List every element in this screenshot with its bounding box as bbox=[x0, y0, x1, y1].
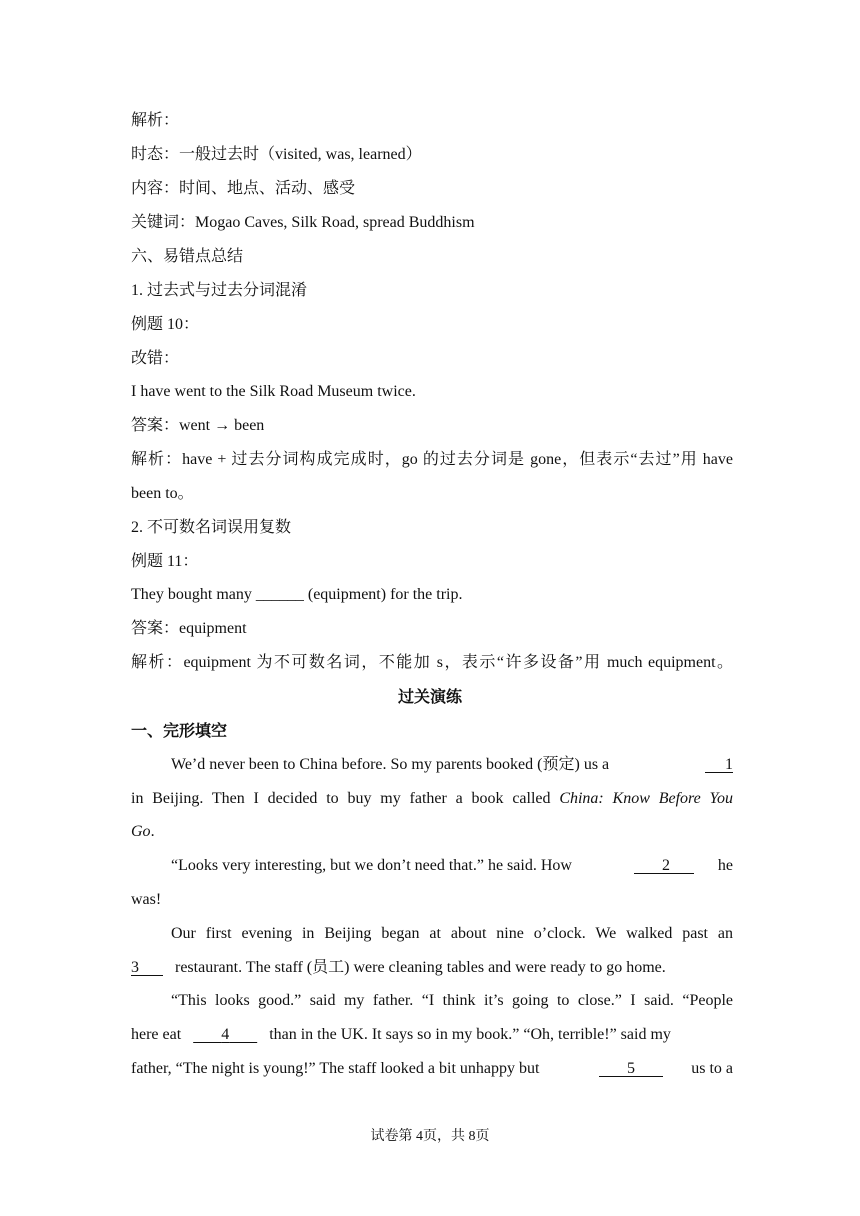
item1-sentence: I have went to the Silk Road Museum twice. bbox=[131, 383, 416, 400]
analysis-heading: 解析： bbox=[131, 112, 180, 129]
cloze-blank-5[interactable] bbox=[599, 1059, 663, 1079]
item1-answer: 答案：went → been bbox=[131, 417, 265, 434]
practice-title: 过关演练 bbox=[397, 687, 462, 706]
cloze-p1-text: We’d never been to China before. So my parents booked (预定) us a bbox=[171, 756, 610, 773]
cloze-p4-line1: “This looks good.” said my father. “I think it’s going to close.” I said. “People bbox=[171, 992, 733, 1009]
book-title-part1: China: Know Before You bbox=[559, 790, 733, 807]
cloze-p3-post: restaurant. The staff (员工) were cleaning tables and were ready to go home. bbox=[175, 959, 666, 976]
part1-title: 一、完形填空 bbox=[131, 721, 228, 740]
cloze-p1-line2 bbox=[131, 789, 733, 809]
blank-number-4: 4 bbox=[221, 1026, 230, 1043]
cloze-p2-post: he bbox=[717, 857, 733, 874]
section6-title: 六、易错点总结 bbox=[131, 248, 244, 265]
item2-answer: 答案：equipment bbox=[131, 620, 247, 637]
cloze-p1-line1 bbox=[171, 755, 733, 775]
item1-correct-label: 改错： bbox=[131, 350, 180, 367]
page-footer: 试卷第 4页，共 8页 bbox=[370, 1129, 490, 1144]
cloze-p2-text: “Looks very interesting, but we don’t need that.” he said. How bbox=[171, 857, 572, 874]
blank-number-1: 1 bbox=[725, 756, 733, 773]
cloze-p4-line2 bbox=[131, 1025, 733, 1045]
item1-explain-line1: 解析：have + 过去分词构成完成时，go 的过去分词是 gone，但表示“去过”用 have bbox=[131, 451, 733, 468]
analysis-tense: 时态：一般过去时（visited, was, learned） bbox=[131, 146, 422, 163]
cloze-p2-line1 bbox=[171, 856, 733, 876]
cloze-p3-line2 bbox=[131, 958, 733, 978]
cloze-p1-line2-text: in Beijing. Then I decided to buy my father a book called bbox=[131, 790, 560, 807]
item1-title: 1. 过去式与过去分词混淆 bbox=[131, 282, 308, 299]
cloze-p4-pre: here eat bbox=[131, 1026, 182, 1043]
cloze-blank-2[interactable] bbox=[634, 856, 694, 876]
item2-explain: 解析：equipment 为不可数名词，不能加 s，表示“许多设备”用 much equipment。 bbox=[131, 654, 733, 671]
cloze-blank-4[interactable] bbox=[193, 1025, 257, 1045]
cloze-p4-post: than in the UK. It says so in my book.” “Oh, terrible!” said my bbox=[269, 1026, 671, 1043]
item2-title: 2. 不可数名词误用复数 bbox=[131, 519, 292, 536]
blank-number-5: 5 bbox=[627, 1060, 635, 1077]
cloze-p3-line1: Our first evening in Beijing began at about nine o’clock. We walked past an bbox=[171, 925, 733, 942]
cloze-p1-line3 bbox=[131, 822, 733, 842]
analysis-keywords: 关键词：Mogao Caves, Silk Road, spread Buddhism bbox=[131, 214, 475, 231]
cloze-blank-3[interactable] bbox=[131, 958, 163, 978]
blank-number-3: 3 bbox=[131, 959, 139, 976]
analysis-content: 内容：时间、地点、活动、感受 bbox=[131, 180, 356, 197]
cloze-p1-line3-post: . bbox=[150, 823, 155, 840]
cloze-p4-line3-pre: father, “The night is young!” The staff looked a bit unhappy but bbox=[131, 1060, 540, 1077]
blank-number-2: 2 bbox=[662, 857, 670, 874]
cloze-p4-line3 bbox=[131, 1059, 733, 1079]
item2-sentence: They bought many ______ (equipment) for the trip. bbox=[131, 586, 463, 603]
item2-example: 例题 11： bbox=[131, 553, 199, 570]
item1-explain-line2: been to。 bbox=[131, 485, 194, 502]
book-title-part2: Go bbox=[131, 823, 151, 840]
cloze-p4-line3-post: us to a bbox=[691, 1060, 733, 1077]
cloze-p2-line2: was! bbox=[131, 891, 162, 908]
cloze-blank-1[interactable] bbox=[705, 755, 733, 775]
item1-example: 例题 10： bbox=[131, 316, 200, 333]
